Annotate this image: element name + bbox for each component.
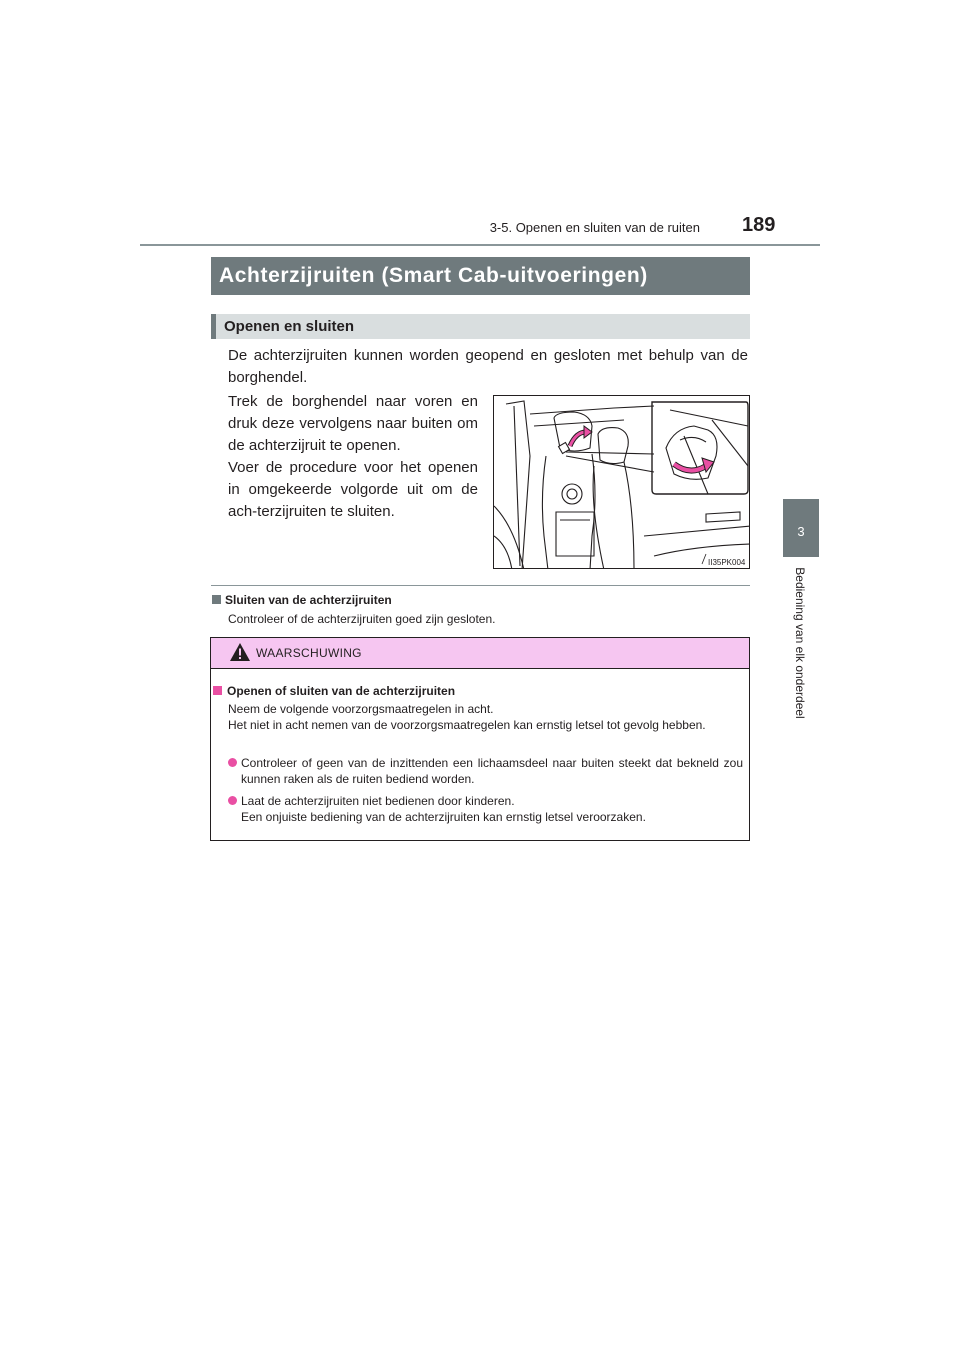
warning-bullet [241, 755, 743, 787]
warning-bullet-text: Controleer of geen van de inzittenden een lichaamsdeel naar buiten steekt dat bekneld zou kunnen raken als de ruiten bediend worden. [241, 756, 743, 786]
warning-heading [213, 684, 455, 698]
note-heading-text: Sluiten van de achterzijruiten [225, 593, 392, 607]
step-open-paragraph: Trek de borghendel naar voren en druk deze vervolgens naar buiten om de achterzijruit te openen. [228, 393, 478, 454]
chapter-number: 3 [797, 524, 805, 539]
warning-bullet-continuation: Een onjuiste bediening van de achterzijruiten kan ernstig letsel veroorzaken. [241, 810, 646, 824]
chapter-title: Bediening van elk onderdeel [793, 567, 807, 719]
running-header-section: 3-5. Openen en sluiten van de ruiten [489, 220, 700, 235]
warning-line: Neem de volgende voorzorgsmaatregelen in acht. [228, 702, 494, 716]
illustration-code: II35PK004 [708, 558, 746, 567]
note-heading [212, 593, 392, 607]
pink-dot-icon [228, 758, 237, 767]
pink-square-bullet-icon [213, 686, 222, 695]
warning-bullet [241, 793, 743, 809]
warning-triangle-icon [229, 642, 251, 662]
square-bullet-icon [212, 595, 221, 604]
pink-dot-icon [228, 796, 237, 805]
warning-line: Het niet in acht nemen van de voorzorgsmaatregelen kan ernstig letsel tot gevolg hebben. [228, 718, 706, 732]
intro-paragraph: De achterzijruiten kunnen worden geopend en gesloten met behulp van de borghendel. [228, 347, 748, 386]
warning-box [210, 637, 750, 841]
warning-header [211, 638, 749, 669]
section-title: Achterzijruiten (Smart Cab-uitvoeringen) [211, 257, 750, 295]
subsection-title: Openen en sluiten [211, 314, 750, 339]
car-interior-illustration [493, 395, 750, 569]
step-close-paragraph: Voer de procedure voor het openen in omgekeerde volgorde uit om de ach-terzijruiten te sluiten. [228, 459, 478, 520]
warning-label: WAARSCHUWING [256, 646, 362, 660]
illustration-drawing [494, 396, 750, 569]
warning-bullet-text: Laat de achterzijruiten niet bedienen door kinderen. [241, 794, 515, 808]
header-divider [140, 244, 820, 246]
section-divider [211, 585, 750, 586]
page-number: 189 [742, 214, 776, 236]
note-text: Controleer of de achterzijruiten goed zijn gesloten. [228, 612, 496, 626]
warning-heading-text: Openen of sluiten van de achterzijruiten [227, 684, 456, 698]
